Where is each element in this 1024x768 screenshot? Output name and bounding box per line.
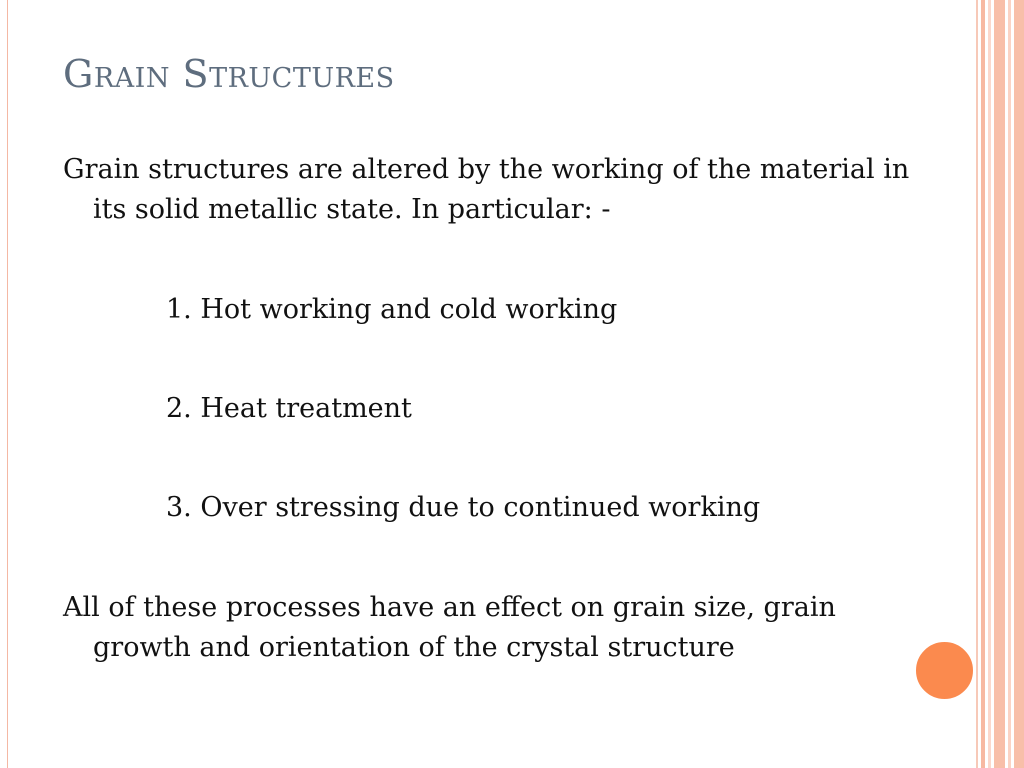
slide-title: Grain Structures (63, 52, 395, 96)
left-border-line (7, 0, 8, 768)
right-decor-stripe (994, 0, 1005, 768)
intro-paragraph: Grain structures are altered by the working of the material in its solid metallic state. In particular: - (63, 154, 910, 225)
right-decor-stripe (1014, 0, 1024, 768)
list-item-3: 3. Over stressing due to continued working (166, 492, 761, 523)
accent-circle (914, 640, 975, 701)
list-item-1: 1. Hot working and cold working (166, 294, 618, 325)
conclusion-paragraph: All of these processes have an effect on grain size, grain growth and orientation of the crystal structure (63, 592, 836, 663)
right-decor-stripe (976, 0, 978, 768)
right-decor-stripe (1008, 0, 1011, 768)
right-decor-stripe (981, 0, 985, 768)
right-decor-stripe (988, 0, 991, 768)
list-item-2: 2. Heat treatment (166, 393, 412, 424)
